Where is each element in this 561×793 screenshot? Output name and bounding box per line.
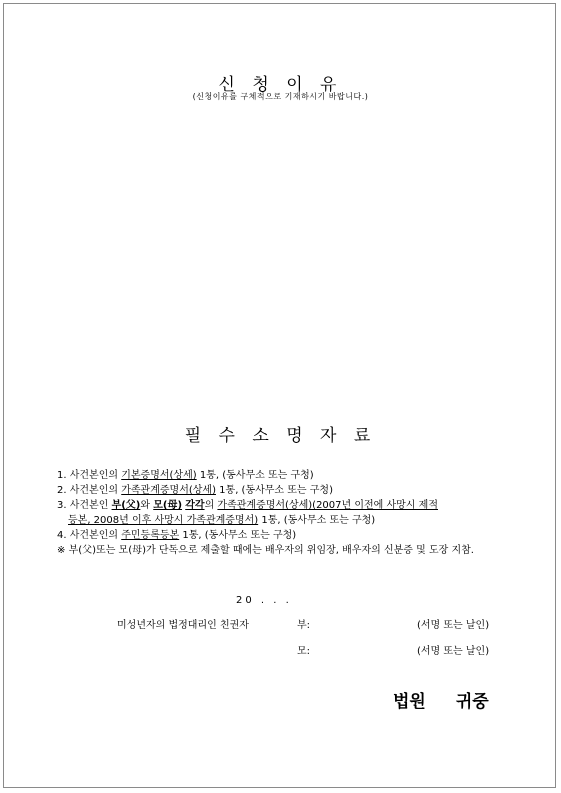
note-mark-icon: ※ — [57, 545, 66, 556]
required-documents-note: ※ 부(父)또는 모(母)가 단독으로 제출할 때에는 배우자의 위임장, 배우자의 신분증 및 도장 지참. — [57, 545, 474, 556]
list-item: 3. 사건본인 부(父)와 모(母) 각각의 가족관계증명서(상세)(2007년 이전에 사망시 제적 — [57, 500, 438, 511]
page-border — [3, 3, 556, 788]
reason-note: (신청이유를 구체적으로 기재하시기 바랍니다.) — [192, 92, 369, 101]
required-documents-list — [57, 468, 507, 558]
father-sign-hint: (서명 또는 날인) — [417, 620, 490, 631]
list-item: 4. 사건본인의 주민등록등본 1통, (동사무소 또는 구청) — [57, 530, 297, 541]
reason-title: 신 청 이 유 — [218, 75, 343, 95]
mother-label: 모: — [297, 646, 311, 657]
list-item: 2. 사건본인의 가족관계증명서(상세) 1통, (동사무소 또는 구청) — [57, 485, 333, 496]
required-documents-title: 필 수 소 명 자 료 — [184, 426, 377, 446]
court-addressee — [393, 687, 489, 712]
court-name: 법원 — [393, 692, 426, 712]
father-label: 부: — [297, 620, 311, 631]
court-suffix: 귀중 — [455, 692, 489, 712]
date-line: 20 . . . — [236, 595, 292, 606]
applicant-label: 미성년자의 법정대리인 친권자 — [117, 620, 249, 631]
list-item: 1. 사건본인의 기본증명서(상세) 1통, (동사무소 또는 구청) — [57, 470, 314, 481]
mother-sign-hint: (서명 또는 날인) — [417, 646, 490, 657]
list-item-continuation: 등본, 2008년 이후 사망시 가족관계증명서) 1통, (동사무소 또는 구청) — [68, 515, 376, 526]
